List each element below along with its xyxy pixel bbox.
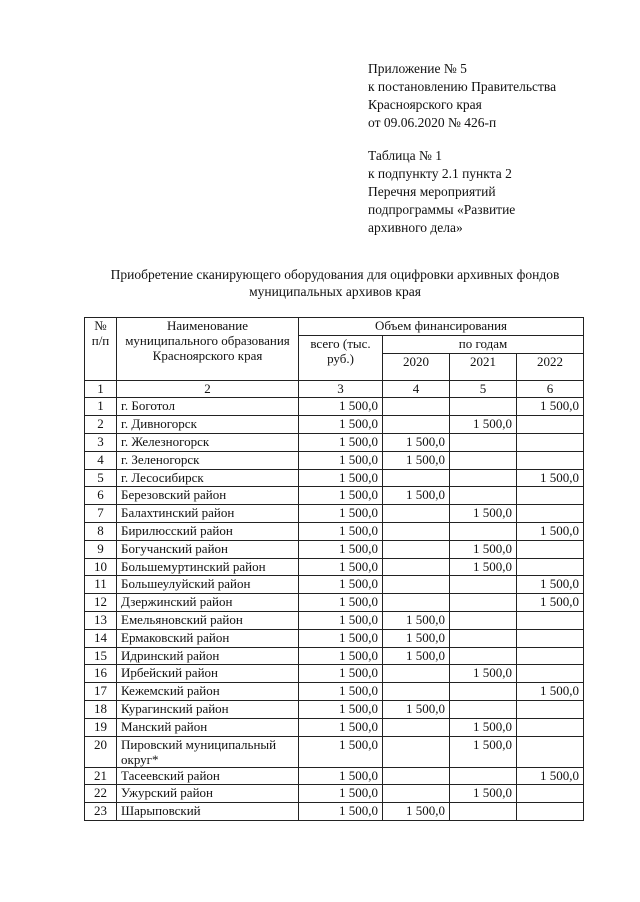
amount-2022 [517, 647, 584, 665]
row-number: 16 [85, 665, 117, 683]
table-row [85, 594, 584, 612]
appendix-line: Приложение № 5 [368, 61, 467, 76]
header-by-years: по годам [383, 335, 584, 353]
amount-2020 [383, 505, 450, 523]
row-number: 18 [85, 700, 117, 718]
amount-2020: 1 500,0 [383, 487, 450, 505]
total-amount: 1 500,0 [299, 451, 383, 469]
total-amount: 1 500,0 [299, 433, 383, 451]
municipality-name: Манский район [117, 718, 299, 736]
amount-2022 [517, 665, 584, 683]
total-amount: 1 500,0 [299, 629, 383, 647]
header-year-2021: 2021 [450, 353, 517, 380]
title-line-1: Приобретение сканирующего оборудования для оцифровки архивных фондов [110, 267, 560, 282]
header-funding: Объем финансирования [299, 318, 584, 336]
amount-2022: 1 500,0 [517, 576, 584, 594]
municipality-name: Идринский район [117, 647, 299, 665]
municipality-name: Балахтинский район [117, 505, 299, 523]
municipality-name: Курагинский район [117, 700, 299, 718]
amount-2022 [517, 736, 584, 767]
amount-2021: 1 500,0 [450, 665, 517, 683]
header-name: Наименование муниципального образования Красноярского края [117, 318, 299, 381]
amount-2021 [450, 647, 517, 665]
municipality-name: г. Дивногорск [117, 416, 299, 434]
municipality-name: Большемуртинский район [117, 558, 299, 576]
appendix-line: Красноярского края [368, 97, 482, 112]
municipality-name: Ирбейский район [117, 665, 299, 683]
amount-2021 [450, 433, 517, 451]
amount-2022 [517, 629, 584, 647]
row-number: 9 [85, 540, 117, 558]
total-amount: 1 500,0 [299, 522, 383, 540]
table-row [85, 647, 584, 665]
amount-2020: 1 500,0 [383, 433, 450, 451]
municipality-name: г. Железногорск [117, 433, 299, 451]
table-row [85, 469, 584, 487]
amount-2020 [383, 398, 450, 416]
amount-2022 [517, 416, 584, 434]
municipality-name: г. Боготол [117, 398, 299, 416]
table-row [85, 433, 584, 451]
row-number: 22 [85, 785, 117, 803]
amount-2020: 1 500,0 [383, 451, 450, 469]
amount-2020 [383, 416, 450, 434]
amount-2021 [450, 611, 517, 629]
header-row-1 [85, 318, 584, 336]
amount-2020: 1 500,0 [383, 700, 450, 718]
municipality-name: Дзержинский район [117, 594, 299, 612]
municipality-name: г. Лесосибирск [117, 469, 299, 487]
amount-2021 [450, 451, 517, 469]
amount-2020 [383, 540, 450, 558]
amount-2020 [383, 736, 450, 767]
amount-2021 [450, 576, 517, 594]
amount-2022: 1 500,0 [517, 594, 584, 612]
total-amount: 1 500,0 [299, 576, 383, 594]
row-number: 6 [85, 487, 117, 505]
amount-2022 [517, 433, 584, 451]
amount-2022 [517, 451, 584, 469]
amount-2021 [450, 469, 517, 487]
table-row [85, 683, 584, 701]
amount-2021 [450, 398, 517, 416]
amount-2022 [517, 611, 584, 629]
header-total: всего (тыс. руб.) [299, 335, 383, 380]
total-amount: 1 500,0 [299, 487, 383, 505]
column-number: 6 [517, 380, 584, 398]
table-row [85, 803, 584, 821]
amount-2022 [517, 700, 584, 718]
row-number: 14 [85, 629, 117, 647]
amount-2020 [383, 558, 450, 576]
table-row [85, 487, 584, 505]
total-amount: 1 500,0 [299, 558, 383, 576]
municipality-name: Ермаковский район [117, 629, 299, 647]
total-amount: 1 500,0 [299, 594, 383, 612]
column-number: 4 [383, 380, 450, 398]
row-number: 13 [85, 611, 117, 629]
amount-2020 [383, 594, 450, 612]
municipality-name: г. Зеленогорск [117, 451, 299, 469]
total-amount: 1 500,0 [299, 540, 383, 558]
amount-2022 [517, 505, 584, 523]
total-amount: 1 500,0 [299, 469, 383, 487]
amount-2021 [450, 487, 517, 505]
table-reference-block [368, 147, 618, 237]
row-number: 23 [85, 803, 117, 821]
amount-2021 [450, 522, 517, 540]
amount-2021: 1 500,0 [450, 505, 517, 523]
row-number: 7 [85, 505, 117, 523]
amount-2020: 1 500,0 [383, 611, 450, 629]
table-row [85, 767, 584, 785]
column-number: 5 [450, 380, 517, 398]
amount-2021 [450, 594, 517, 612]
table-row [85, 718, 584, 736]
table-row [85, 700, 584, 718]
table-ref-line: Перечня мероприятий [368, 184, 496, 199]
funding-table-body [85, 318, 584, 821]
amount-2022: 1 500,0 [517, 398, 584, 416]
amount-2020 [383, 683, 450, 701]
total-amount: 1 500,0 [299, 736, 383, 767]
total-amount: 1 500,0 [299, 611, 383, 629]
municipality-name: Бирилюсский район [117, 522, 299, 540]
row-number: 4 [85, 451, 117, 469]
amount-2022 [517, 785, 584, 803]
row-number: 5 [85, 469, 117, 487]
table-ref-line: к подпункту 2.1 пункта 2 [368, 166, 512, 181]
amount-2022 [517, 540, 584, 558]
row-number: 3 [85, 433, 117, 451]
row-number: 1 [85, 398, 117, 416]
amount-2020: 1 500,0 [383, 803, 450, 821]
table-row [85, 540, 584, 558]
table-ref-line: Таблица № 1 [368, 148, 442, 163]
municipality-name: Шарыповский [117, 803, 299, 821]
row-number: 15 [85, 647, 117, 665]
table-row [85, 736, 584, 767]
amount-2020 [383, 718, 450, 736]
total-amount: 1 500,0 [299, 416, 383, 434]
amount-2020 [383, 522, 450, 540]
amount-2020: 1 500,0 [383, 647, 450, 665]
row-number: 21 [85, 767, 117, 785]
row-number: 20 [85, 736, 117, 767]
column-number-row [85, 380, 584, 398]
total-amount: 1 500,0 [299, 398, 383, 416]
amount-2021 [450, 629, 517, 647]
table-row [85, 398, 584, 416]
amount-2022 [517, 558, 584, 576]
appendix-block [368, 60, 618, 132]
amount-2021: 1 500,0 [450, 718, 517, 736]
amount-2021 [450, 803, 517, 821]
total-amount: 1 500,0 [299, 803, 383, 821]
municipality-name: Березовский район [117, 487, 299, 505]
appendix-line: от 09.06.2020 № 426-п [368, 115, 497, 130]
amount-2021: 1 500,0 [450, 785, 517, 803]
amount-2020 [383, 785, 450, 803]
amount-2020: 1 500,0 [383, 629, 450, 647]
table-row [85, 611, 584, 629]
amount-2022: 1 500,0 [517, 522, 584, 540]
amount-2022 [517, 487, 584, 505]
amount-2021: 1 500,0 [450, 558, 517, 576]
header-number: № п/п [85, 318, 117, 381]
appendix-line: к постановлению Правительства [368, 79, 557, 94]
document-title [60, 266, 610, 300]
table-row [85, 416, 584, 434]
column-number: 3 [299, 380, 383, 398]
row-number: 11 [85, 576, 117, 594]
municipality-name: Большеулуйский район [117, 576, 299, 594]
amount-2021: 1 500,0 [450, 540, 517, 558]
amount-2020 [383, 469, 450, 487]
amount-2021 [450, 700, 517, 718]
table-row [85, 576, 584, 594]
amount-2021: 1 500,0 [450, 736, 517, 767]
total-amount: 1 500,0 [299, 700, 383, 718]
table-ref-line: архивного дела» [368, 220, 463, 235]
funding-table [84, 317, 584, 821]
row-number: 2 [85, 416, 117, 434]
table-row [85, 451, 584, 469]
row-number: 19 [85, 718, 117, 736]
table-row [85, 558, 584, 576]
amount-2020 [383, 576, 450, 594]
table-row [85, 629, 584, 647]
column-number: 2 [117, 380, 299, 398]
row-number: 17 [85, 683, 117, 701]
table-ref-line: подпрограммы «Развитие [368, 202, 516, 217]
table-row [85, 665, 584, 683]
amount-2022: 1 500,0 [517, 767, 584, 785]
total-amount: 1 500,0 [299, 785, 383, 803]
municipality-name: Пировский муниципальный округ* [117, 736, 299, 767]
total-amount: 1 500,0 [299, 647, 383, 665]
table-row [85, 522, 584, 540]
total-amount: 1 500,0 [299, 683, 383, 701]
amount-2022 [517, 718, 584, 736]
municipality-name: Богучанский район [117, 540, 299, 558]
amount-2022 [517, 803, 584, 821]
amount-2021 [450, 767, 517, 785]
header-year-2022: 2022 [517, 353, 584, 380]
amount-2022: 1 500,0 [517, 469, 584, 487]
row-number: 12 [85, 594, 117, 612]
total-amount: 1 500,0 [299, 505, 383, 523]
municipality-name: Ужурский район [117, 785, 299, 803]
amount-2021: 1 500,0 [450, 416, 517, 434]
amount-2021 [450, 683, 517, 701]
total-amount: 1 500,0 [299, 767, 383, 785]
title-line-2: муниципальных архивов края [249, 284, 421, 299]
municipality-name: Тасеевский район [117, 767, 299, 785]
amount-2020 [383, 665, 450, 683]
municipality-name: Емельяновский район [117, 611, 299, 629]
total-amount: 1 500,0 [299, 718, 383, 736]
total-amount: 1 500,0 [299, 665, 383, 683]
amount-2022: 1 500,0 [517, 683, 584, 701]
municipality-name: Кежемский район [117, 683, 299, 701]
amount-2020 [383, 767, 450, 785]
row-number: 8 [85, 522, 117, 540]
table-row [85, 785, 584, 803]
table-row [85, 505, 584, 523]
row-number: 10 [85, 558, 117, 576]
header-year-2020: 2020 [383, 353, 450, 380]
column-number: 1 [85, 380, 117, 398]
